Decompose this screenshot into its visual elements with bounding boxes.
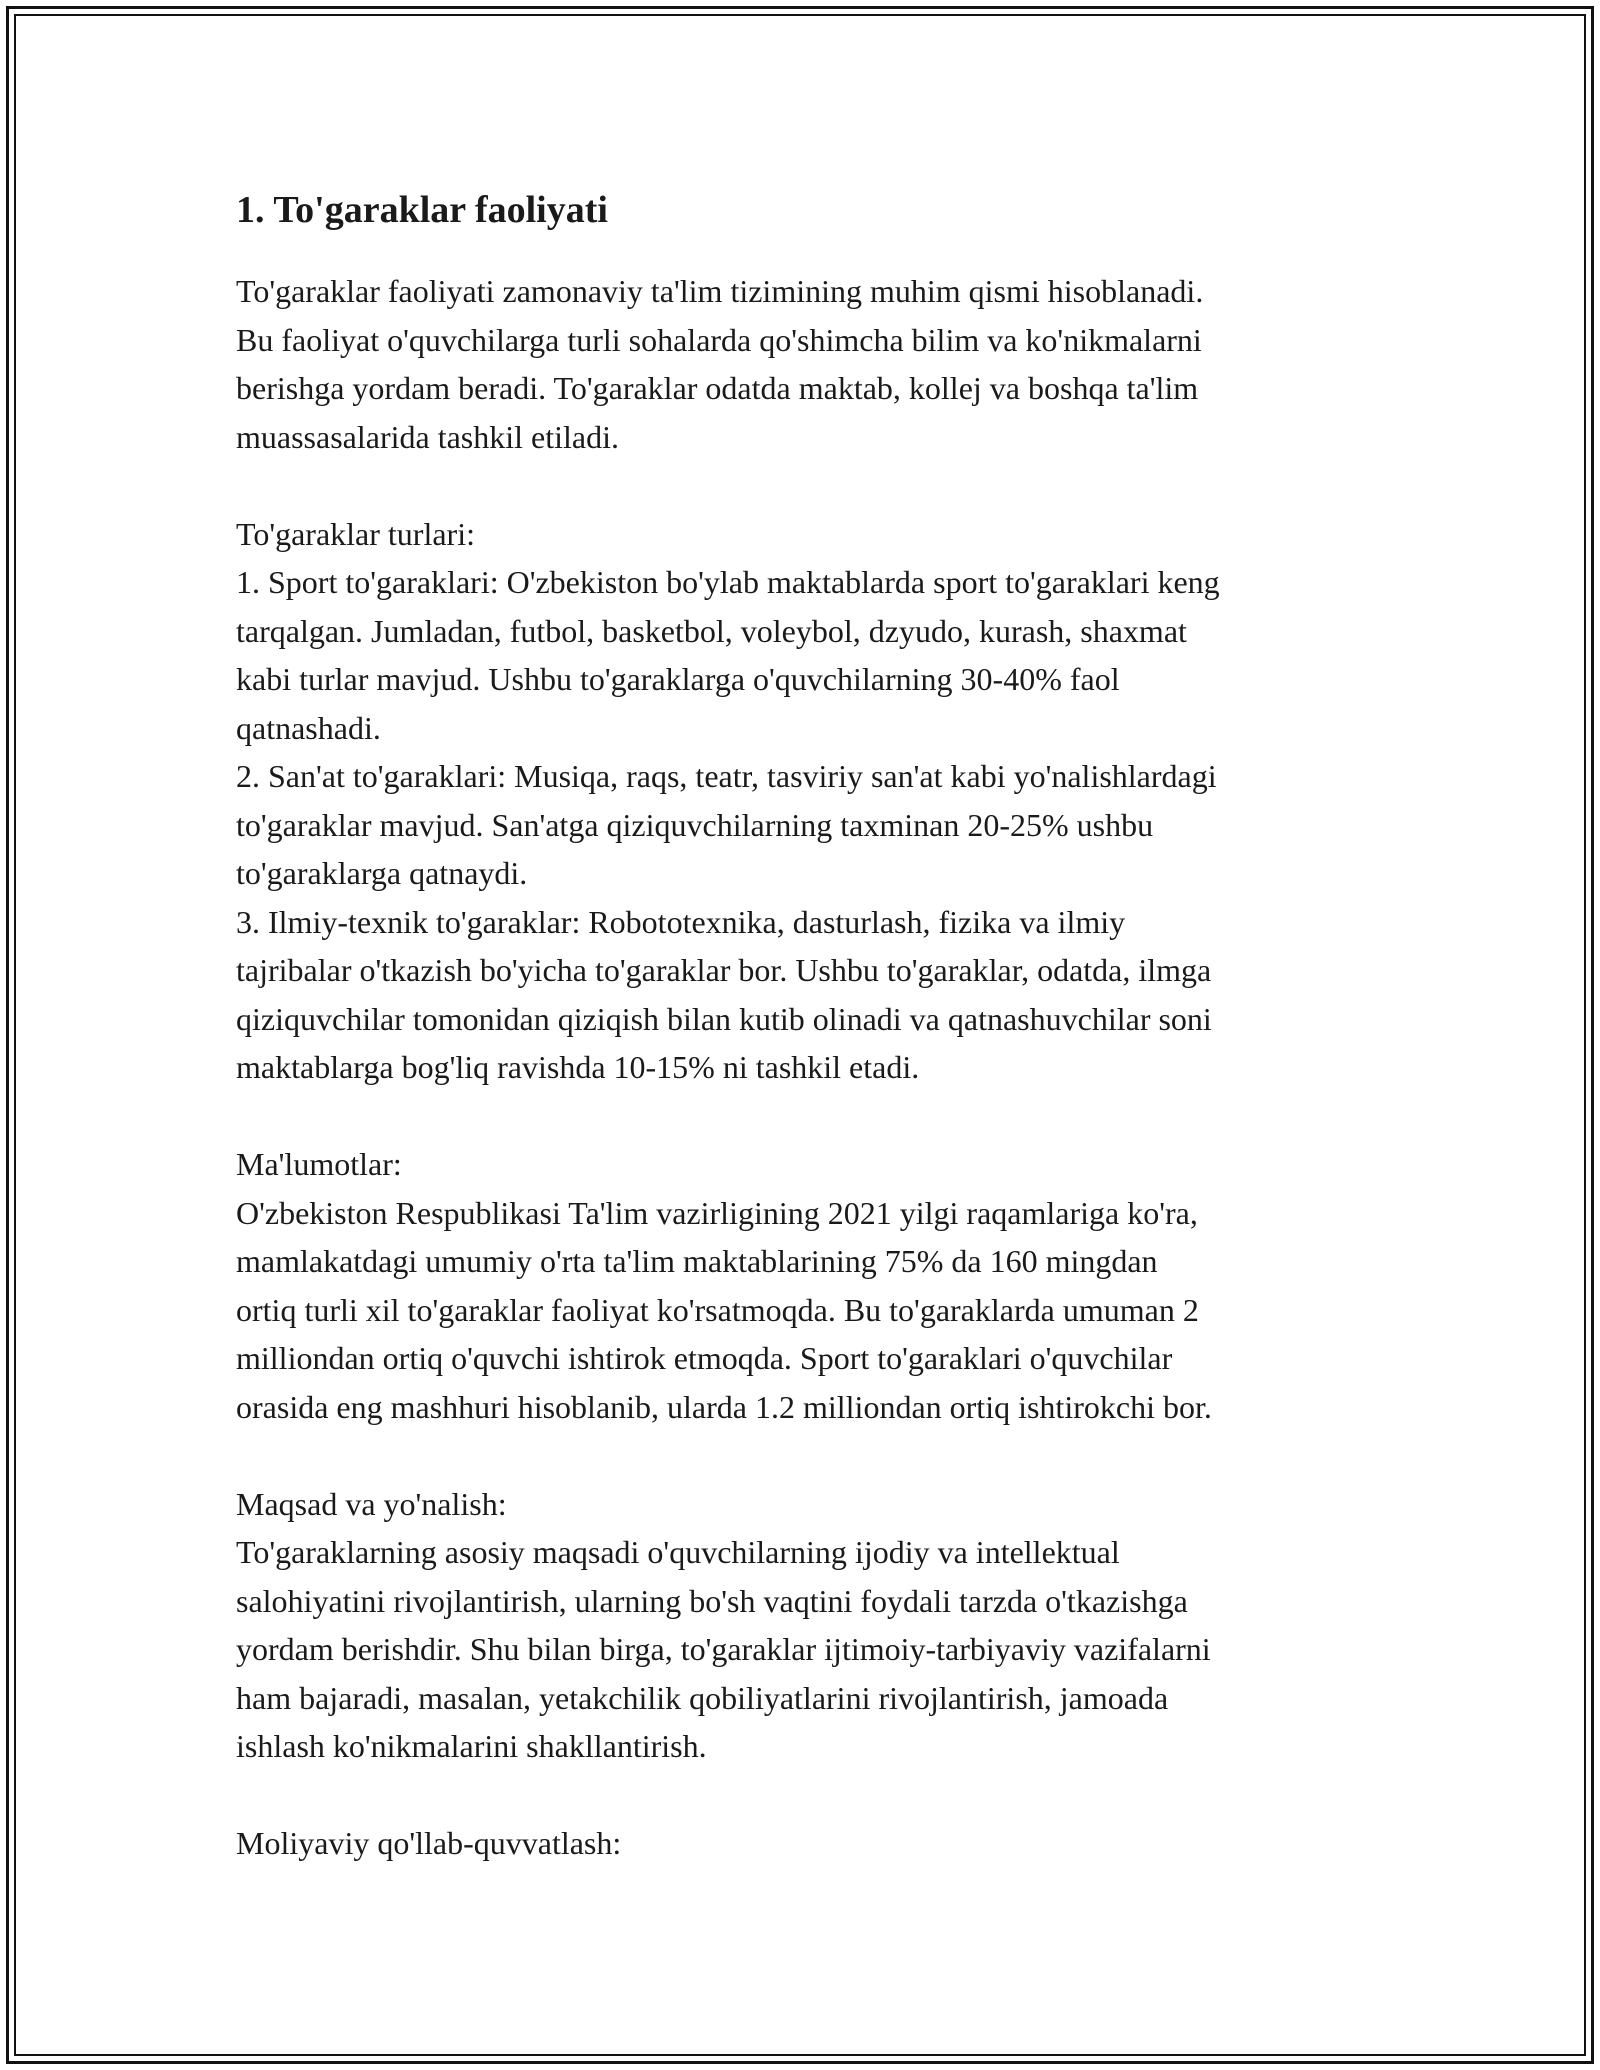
types-line: 2. San'at to'garaklari: Musiqa, raqs, teatr, tasviriy san'at kabi yo'nalishlardagi [236,758,1217,794]
goals-line: salohiyatini rivojlantirish, ularning bo'sh vaqtini foydali tarzda o'tkazishga [236,1582,1188,1619]
types-line: 3. Ilmiy-texnik to'garaklar: Robototexnika, dasturlash, fizika va ilmiy [236,903,1126,940]
types-heading: To'garaklar turlari: [236,515,475,552]
types-line: to'garaklar mavjud. San'atga qiziquvchilarning taxminan 20-25% ushbu [236,806,1154,843]
intro-line: To'garaklar faoliyati zamonaviy ta'lim tizimining muhim qismi hisoblanadi. [236,273,1204,309]
goals-heading: Maqsad va yo'nalish: [236,1485,507,1522]
goals-line: ham bajaradi, masalan, yetakchilik qobiliyatlarini rivojlantirish, jamoada [236,1679,1169,1716]
data-line: ortiq turli xil to'garaklar faoliyat ko'rsatmoqda. Bu to'garaklarda umuman 2 [236,1291,1199,1328]
data-line: milliondan ortiq o'quvchi ishtirok etmoqda. Sport to'garaklari o'quvchilar [236,1340,1173,1376]
types-line: kabi turlar mavjud. Ushbu to'garaklarga o'quvchilarning 30-40% faol [236,661,1120,697]
data-line: orasida eng mashhuri hisoblanib, ularda 1.2 milliondan ortiq ishtirokchi bor. [236,1388,1212,1425]
data-section [236,1140,1396,1431]
types-line: maktablarga bog'liq ravishda 10-15% ni tashkil etadi. [236,1049,920,1085]
goals-section [236,1480,1396,1771]
intro-line: muassasalarida tashkil etiladi. [236,418,619,455]
paragraph-gap [236,1092,1396,1141]
types-line: tajribalar o'tkazish bo'yicha to'garaklar bor. Ushbu to'garaklar, odatda, ilmga [236,952,1212,988]
intro-paragraph [236,267,1396,461]
intro-line: berishga yordam beradi. To'garaklar odatda maktab, kollej va boshqa ta'lim [236,370,1199,406]
finance-section [236,1819,1396,1868]
paragraph-gap [236,1431,1396,1480]
types-line: tarqalgan. Jumladan, futbol, basketbol, voleybol, dzyudo, kurash, shaxmat [236,612,1187,649]
paragraph-gap [236,461,1396,510]
goals-line: yordam berishdir. Shu bilan birga, to'garaklar ijtimoiy-tarbiyaviy vazifalarni [236,1631,1211,1667]
types-line: 1. Sport to'garaklari: O'zbekiston bo'ylab maktablarda sport to'garaklari keng [236,564,1220,600]
goals-line: To'garaklarning asosiy maqsadi o'quvchilarning ijodiy va intellektual [236,1534,1120,1570]
paragraph-gap [236,1771,1396,1820]
types-line: qatnashadi. [236,709,381,746]
page-title: 1. To'garaklar faoliyati [236,189,608,231]
data-line: mamlakatdagi umumiy o'rta ta'lim maktablarining 75% da 160 mingdan [236,1243,1158,1279]
finance-heading: Moliyaviy qo'llab-quvvatlash: [236,1825,622,1861]
types-section [236,510,1396,1092]
goals-line: ishlash ko'nikmalarini shakllantirish. [236,1728,707,1764]
intro-line: Bu faoliyat o'quvchilarga turli sohalarda qo'shimcha bilim va ko'nikmalarni [236,321,1202,358]
document-body [236,185,1396,1868]
types-line: qiziquvchilar tomonidan qiziqish bilan kutib olinadi va qatnashuvchilar soni [236,1000,1212,1037]
data-heading: Ma'lumotlar: [236,1146,402,1182]
types-line: to'garaklarga qatnaydi. [236,855,528,891]
data-line: O'zbekiston Respublikasi Ta'lim vazirligining 2021 yilgi raqamlariga ko'ra, [236,1194,1198,1231]
